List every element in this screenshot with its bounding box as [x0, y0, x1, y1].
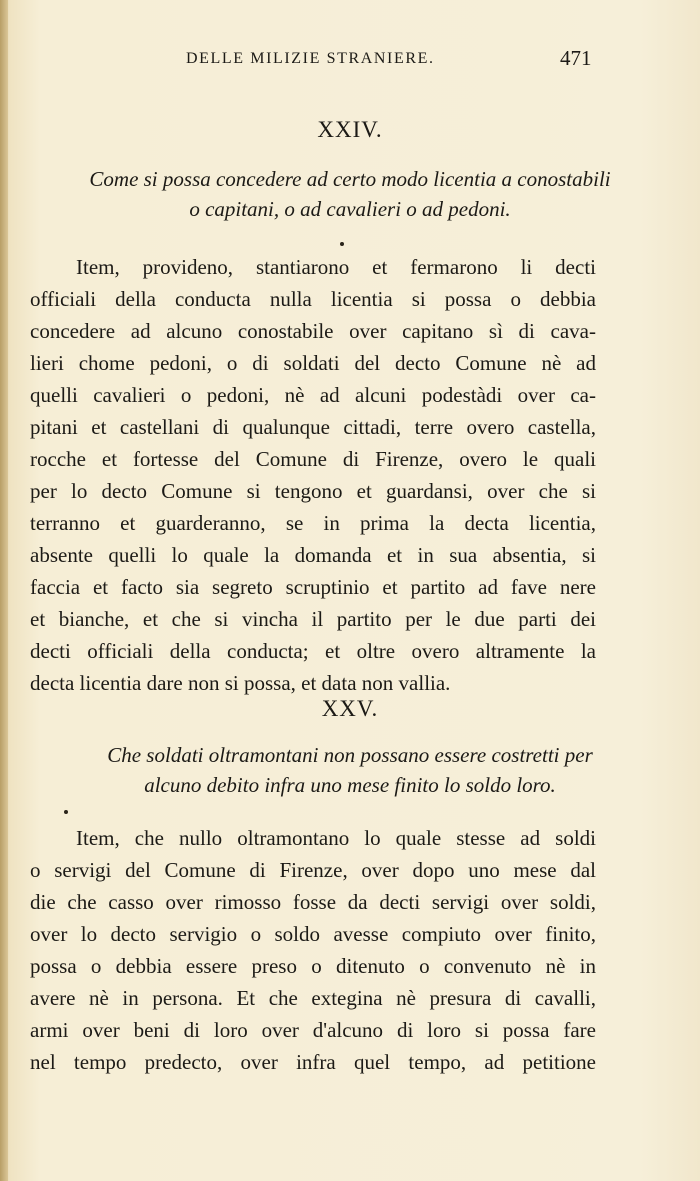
page-binding-edge — [0, 0, 8, 1181]
print-mark — [340, 242, 344, 246]
section-number-xxiv: XXIV. — [317, 117, 383, 142]
text-line: avere nè in persona. Et che extegina nè presura di cavalli, — [30, 986, 596, 1010]
text-line: officiali della conducta nulla licentia si possa o debbia — [30, 287, 596, 311]
text-line: et bianche, et che si vincha il partito per le due parti dei — [30, 607, 596, 631]
paragraph-xxiv — [30, 251, 596, 699]
text-line: faccia et facto sia segreto scruptinio et partito ad fave nere — [30, 575, 596, 599]
text-line: Item, che nullo oltramontano lo quale stesse ad soldi — [76, 826, 596, 850]
text-line: Item, provideno, stantiarono et fermarono li decti — [76, 255, 596, 279]
text-line: decti officiali della conducta; et oltre overo altramente la — [30, 639, 596, 663]
section-rubric-xxv — [20, 740, 680, 800]
text-line: absente quelli lo quale la domanda et in sua absentia, si — [30, 543, 596, 567]
text-line: lieri chome pedoni, o di soldati del decto Comune nè ad — [30, 351, 596, 375]
text-line: over lo decto servigio o soldo avesse compiuto over finito, — [30, 922, 596, 946]
text-line: terranno et guarderanno, se in prima la decta licentia, — [30, 511, 596, 535]
text-line: concedere ad alcuno conostabile over capitano sì di cava- — [30, 319, 596, 343]
text-line: decta licentia dare non si possa, et data non vallia. — [30, 671, 451, 695]
print-mark — [64, 810, 68, 814]
section-number-xxv: XXV. — [321, 696, 379, 721]
page-number: 471 — [560, 46, 592, 70]
text-line: per lo decto Comune si tengono et guardansi, over che si — [30, 479, 596, 503]
page-header — [0, 44, 700, 74]
rubric-line: alcuno debito infra uno mese finito lo soldo loro. — [144, 773, 556, 797]
rubric-line: Come si possa concedere ad certo modo licentia a conostabili — [89, 167, 611, 191]
text-line: rocche et fortesse del Comune di Firenze, overo le quali — [30, 447, 596, 471]
text-line: possa o debbia essere preso o ditenuto o convenuto nè in — [30, 954, 596, 978]
text-line: quelli cavalieri o pedoni, nè ad alcuni podestàdi over ca- — [30, 383, 596, 407]
paragraph-xxv — [30, 822, 596, 1078]
text-line: nel tempo predecto, over infra quel tempo, ad petitione — [30, 1050, 596, 1074]
text-line: armi over beni di loro over d'alcuno di loro si possa fare — [30, 1018, 596, 1042]
rubric-line: o capitani, o ad cavalieri o ad pedoni. — [189, 197, 511, 221]
text-line: pitani et castellani di qualunque cittadi, terre overo castella, — [30, 415, 596, 439]
section-rubric-xxiv — [20, 164, 680, 224]
running-head: DELLE MILIZIE STRANIERE. — [186, 50, 435, 67]
text-line: o servigi del Comune di Firenze, over dopo uno mese dal — [30, 858, 596, 882]
rubric-line: Che soldati oltramontani non possano essere costretti per — [107, 743, 593, 767]
text-line: die che casso over rimosso fosse da decti servigi over soldi, — [30, 890, 596, 914]
